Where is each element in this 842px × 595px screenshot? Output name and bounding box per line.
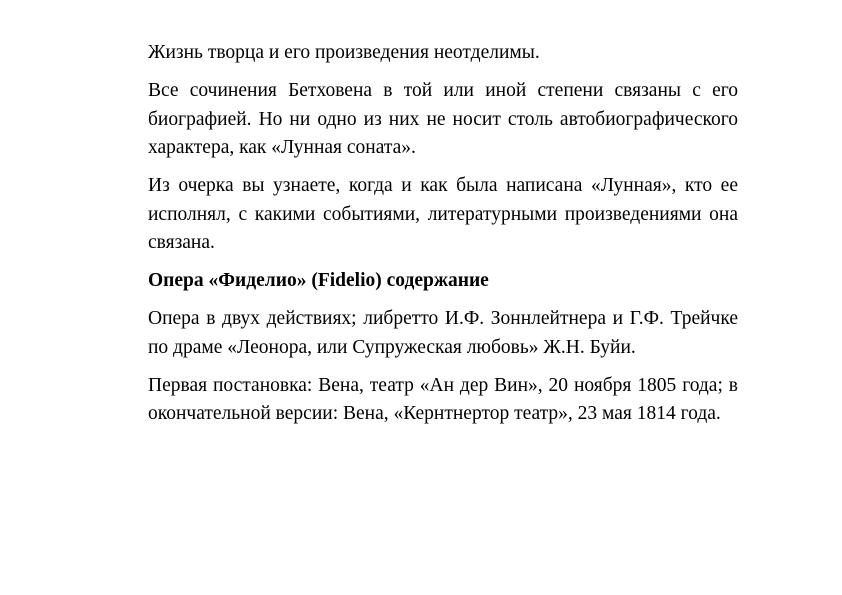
- section-heading: Опера «Фиделио» (Fidelio) содержание: [148, 270, 489, 291]
- biography-paragraph: Все сочинения Бетховена в той или иной степени связаны с его биографией. Но ни одно из них не носит столь автобиографического характера, как «Лунная соната».: [148, 80, 738, 158]
- essay-paragraph: Из очерка вы узнаете, когда и как была написана «Лунная», кто ее исполнял, с какими событиями, литературными произведениями она связана.: [148, 175, 738, 253]
- document-page: [148, 39, 738, 438]
- intro-paragraph: Жизнь творца и его произведения неотделимы.: [148, 42, 540, 63]
- opera-description-paragraph: Опера в двух действиях; либретто И.Ф. Зоннлейтнера и Г.Ф. Трейчке по драме «Леонора, или Супружеская любовь» Ж.Н. Буйи.: [148, 308, 738, 358]
- premiere-paragraph: Первая постановка: Вена, театр «Ан дер Вин», 20 ноября 1805 года; в окончательной версии: Вена, «Кернтнертор театр», 23 мая 1814 года.: [148, 374, 738, 424]
